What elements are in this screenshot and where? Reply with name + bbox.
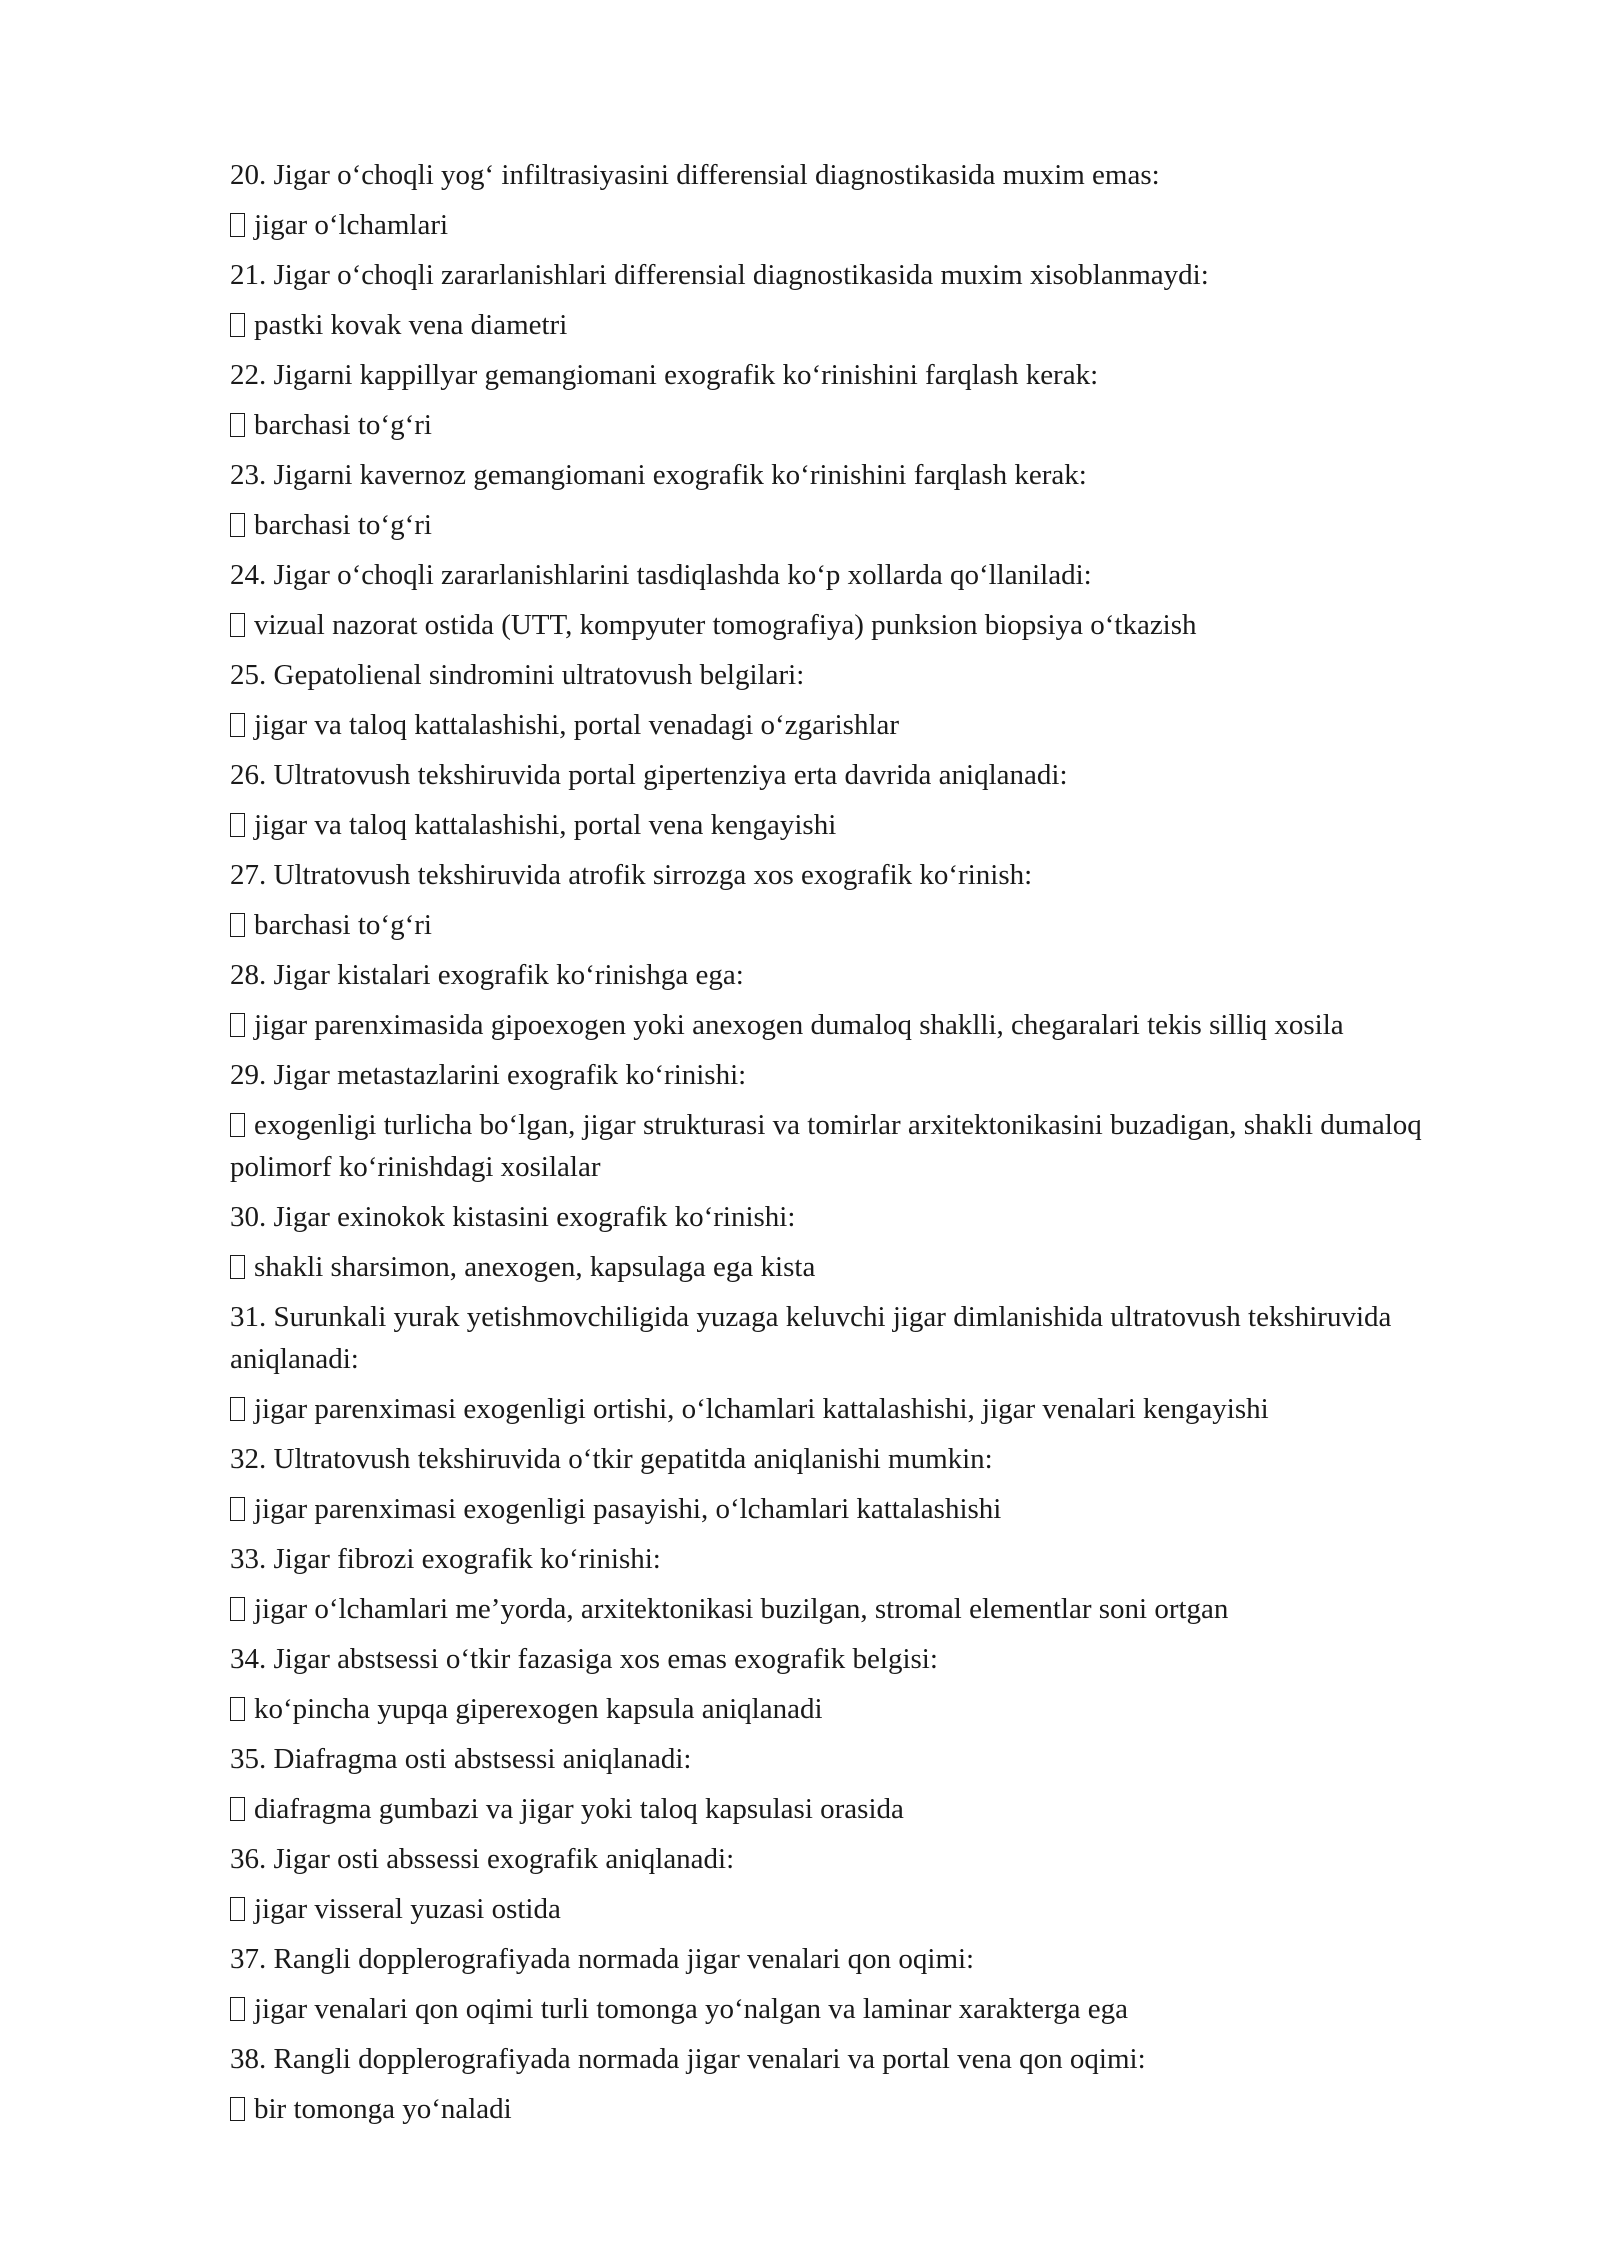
answer-text: jigar venalari qon oqimi turli tomonga yo‘nalgan va laminar xarakterga ega	[254, 1993, 1128, 2025]
answer-text: barchasi to‘g‘ri	[254, 409, 432, 441]
checkbox-icon	[230, 1397, 245, 1421]
answer-22	[230, 400, 1480, 450]
checkbox-icon	[230, 1113, 245, 1137]
answer-24	[230, 600, 1480, 650]
answer-text: jigar parenximasi exogenligi ortishi, o‘lchamlari kattalashishi, jigar venalari kengayishi	[254, 1393, 1269, 1425]
question-36: 36. Jigar osti abssessi exografik aniqlanadi:	[230, 1843, 735, 1875]
answer-text: diafragma gumbazi va jigar yoki taloq kapsulasi orasida	[254, 1793, 904, 1825]
answer-35	[230, 1784, 1480, 1834]
question-27: 27. Ultratovush tekshiruvida atrofik sirrozga xos exografik ko‘rinish:	[230, 859, 1033, 891]
checkbox-icon	[230, 1013, 245, 1037]
answer-38	[230, 2084, 1480, 2134]
answer-26	[230, 800, 1480, 850]
checkbox-icon	[230, 2097, 245, 2121]
question-20: 20. Jigar o‘choqli yog‘ infiltrasiyasini differensial diagnostikasida muxim emas:	[230, 159, 1160, 191]
answer-text: jigar va taloq kattalashishi, portal venadagi o‘zgarishlar	[254, 709, 900, 741]
question-33: 33. Jigar fibrozi exografik ko‘rinishi:	[230, 1543, 661, 1575]
checkbox-icon	[230, 813, 245, 837]
question-29: 29. Jigar metastazlarini exografik ko‘rinishi:	[230, 1059, 747, 1091]
checkbox-icon	[230, 1497, 245, 1521]
answer-33	[230, 1584, 1480, 1634]
question-21: 21. Jigar o‘choqli zararlanishlari differensial diagnostikasida muxim xisoblanmaydi:	[230, 259, 1209, 291]
answer-text: jigar parenximasida gipoexogen yoki anexogen dumaloq shaklli, chegaralari tekis silliq xosila	[254, 1009, 1344, 1041]
answer-21	[230, 300, 1480, 350]
answer-28	[230, 1000, 1480, 1050]
checkbox-icon	[230, 1897, 245, 1921]
checkbox-icon	[230, 1697, 245, 1721]
question-34: 34. Jigar abstsessi o‘tkir fazasiga xos emas exografik belgisi:	[230, 1643, 938, 1675]
answer-text: barchasi to‘g‘ri	[254, 509, 432, 541]
answer-text: jigar o‘lchamlari	[254, 209, 449, 241]
checkbox-icon	[230, 1797, 245, 1821]
answer-text: pastki kovak vena diametri	[254, 309, 568, 341]
answer-29	[230, 1100, 1480, 1192]
answer-36	[230, 1884, 1480, 1934]
question-24: 24. Jigar o‘choqli zararlanishlarini tasdiqlashda ko‘p xollarda qo‘llaniladi:	[230, 559, 1092, 591]
checkbox-icon	[230, 1597, 245, 1621]
checkbox-icon	[230, 913, 245, 937]
question-22: 22. Jigarni kappillyar gemangiomani exografik ko‘rinishini farqlash kerak:	[230, 359, 1099, 391]
question-31: 31. Surunkali yurak yetishmovchiligida yuzaga keluvchi jigar dimlanishida ultratovush tekshiruvida aniqlanadi:	[230, 1301, 1392, 1375]
checkbox-icon	[230, 213, 245, 237]
checkbox-icon	[230, 613, 245, 637]
answer-34	[230, 1684, 1480, 1734]
answer-23	[230, 500, 1480, 550]
answer-text: bir tomonga yo‘naladi	[254, 2093, 512, 2125]
answer-30	[230, 1242, 1480, 1292]
question-32: 32. Ultratovush tekshiruvida o‘tkir gepatitda aniqlanishi mumkin:	[230, 1443, 993, 1475]
answer-27	[230, 900, 1480, 950]
question-38: 38. Rangli dopplerografiyada normada jigar venalari va portal vena qon oqimi:	[230, 2043, 1146, 2075]
checkbox-icon	[230, 1255, 245, 1279]
checkbox-icon	[230, 1997, 245, 2021]
answer-text: exogenligi turlicha bo‘lgan, jigar strukturasi va tomirlar arxitektonikasini buzadigan, shakli dumaloq polimorf ko‘rinishdagi xosilalar	[230, 1109, 1422, 1183]
question-list	[230, 150, 1480, 2134]
answer-31	[230, 1384, 1480, 1434]
checkbox-icon	[230, 413, 245, 437]
answer-text: jigar va taloq kattalashishi, portal vena kengayishi	[254, 809, 837, 841]
answer-text: barchasi to‘g‘ri	[254, 909, 432, 941]
answer-32	[230, 1484, 1480, 1534]
question-35: 35. Diafragma osti abstsessi aniqlanadi:	[230, 1743, 692, 1775]
answer-text: vizual nazorat ostida (UTT, kompyuter tomografiya) punksion biopsiya o‘tkazish	[254, 609, 1197, 641]
answer-text: jigar o‘lchamlari me’yorda, arxitektonikasi buzilgan, stromal elementlar soni ortgan	[254, 1593, 1229, 1625]
answer-20	[230, 200, 1480, 250]
answer-text: jigar parenximasi exogenligi pasayishi, o‘lchamlari kattalashishi	[254, 1493, 1002, 1525]
answer-text: shakli sharsimon, anexogen, kapsulaga ega kista	[254, 1251, 816, 1283]
question-30: 30. Jigar exinokok kistasini exografik ko‘rinishi:	[230, 1201, 796, 1233]
question-23: 23. Jigarni kavernoz gemangiomani exografik ko‘rinishini farqlash kerak:	[230, 459, 1087, 491]
question-25: 25. Gepatolienal sindromini ultratovush belgilari:	[230, 659, 805, 691]
answer-text: jigar visseral yuzasi ostida	[254, 1893, 561, 1925]
checkbox-icon	[230, 313, 245, 337]
answer-37	[230, 1984, 1480, 2034]
question-26: 26. Ultratovush tekshiruvida portal gipertenziya erta davrida aniqlanadi:	[230, 759, 1068, 791]
checkbox-icon	[230, 513, 245, 537]
question-37: 37. Rangli dopplerografiyada normada jigar venalari qon oqimi:	[230, 1943, 975, 1975]
answer-text: ko‘pincha yupqa giperexogen kapsula aniqlanadi	[254, 1693, 823, 1725]
checkbox-icon	[230, 713, 245, 737]
answer-25	[230, 700, 1480, 750]
question-28: 28. Jigar kistalari exografik ko‘rinishga ega:	[230, 959, 744, 991]
